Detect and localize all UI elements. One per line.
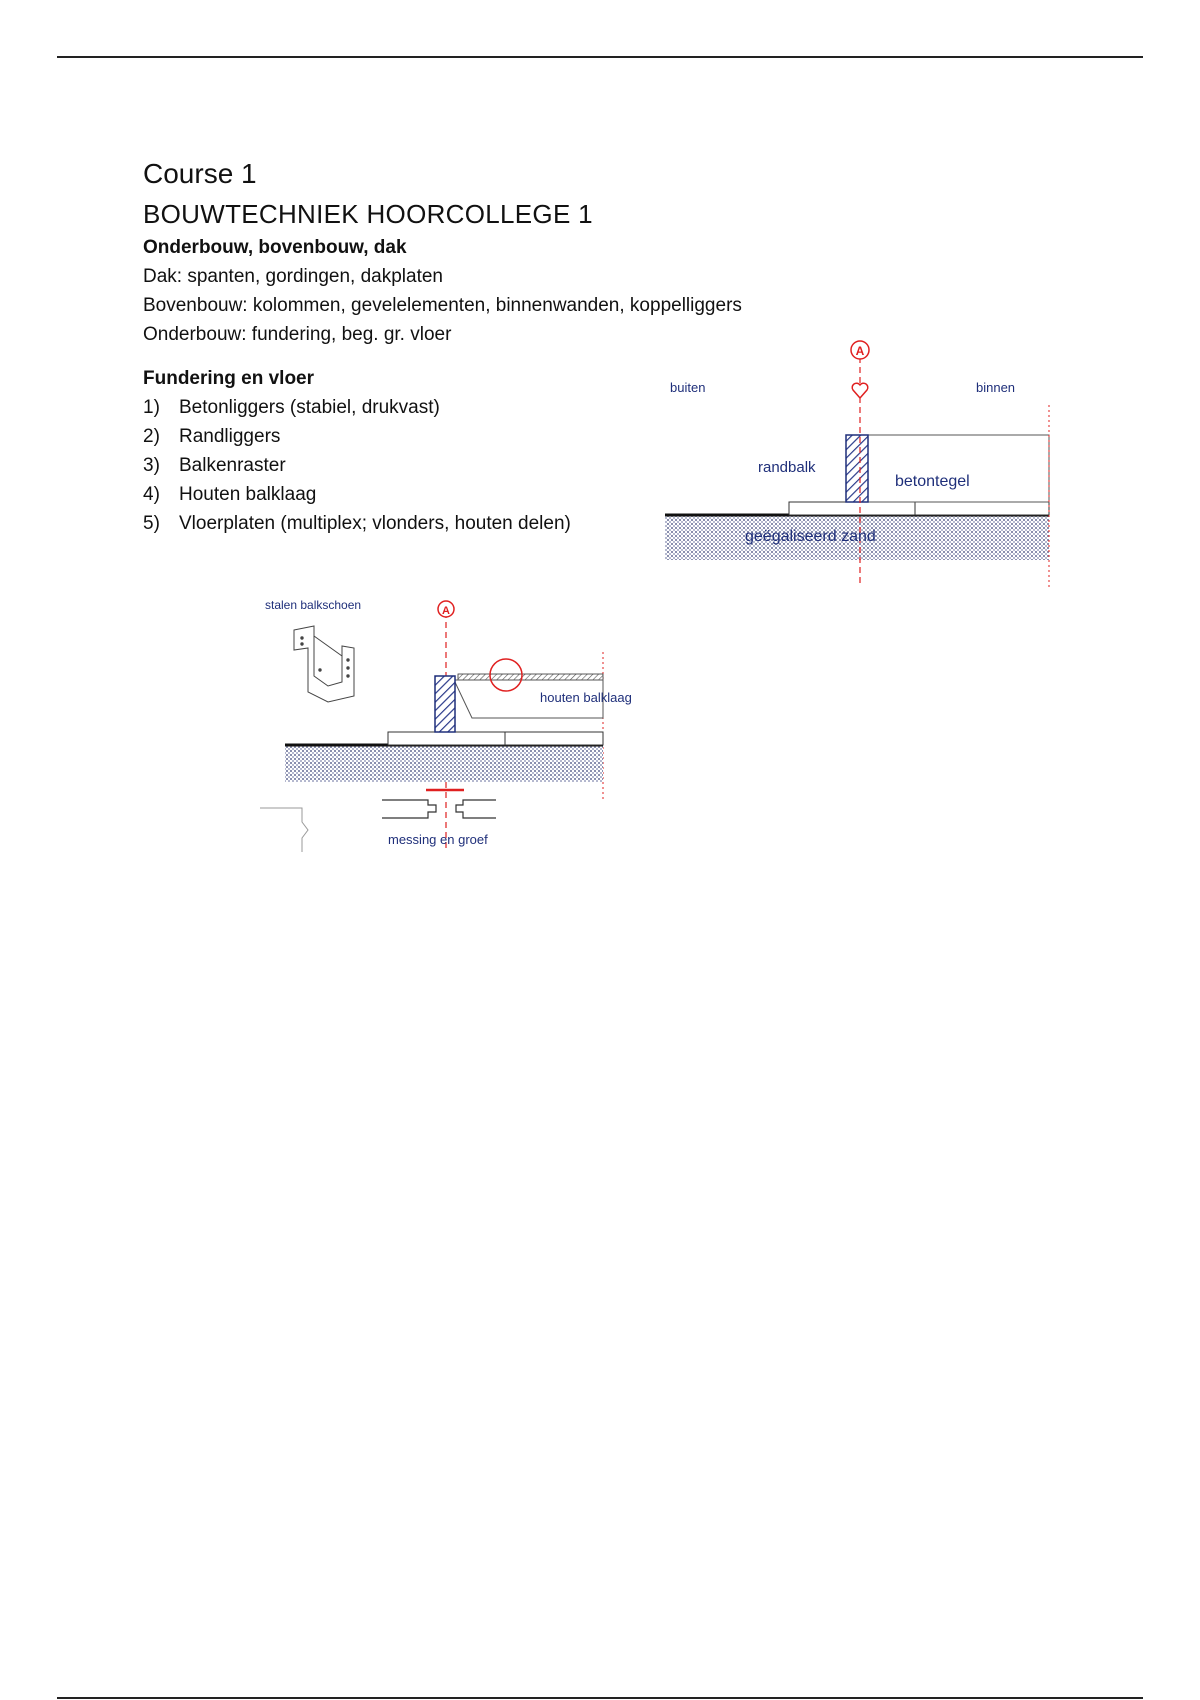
- edge-beam: [846, 435, 868, 502]
- partial-sketch: [260, 808, 308, 852]
- sand-bed: [285, 745, 603, 782]
- axis-marker-label: A: [442, 605, 450, 617]
- footer-rule: [57, 1697, 1143, 1699]
- line-substructure: Onderbouw: fundering, beg. gr. vloer: [143, 324, 452, 345]
- joist-detail-svg: [258, 590, 643, 852]
- floor-plate: [458, 674, 603, 680]
- list-item-text: Betonliggers (stabiel, drukvast): [179, 397, 440, 418]
- inside-block: [868, 435, 1049, 502]
- list-item-number: 4): [143, 484, 160, 505]
- line-superstructure: Bovenbouw: kolommen, gevelelementen, binnenwanden, koppelliggers: [143, 295, 742, 316]
- list-item-number: 1): [143, 397, 160, 418]
- list-item-text: Vloerplaten (multiplex; vlonders, houten delen): [179, 513, 571, 534]
- foundation-section-diagram: [663, 335, 1055, 588]
- joist-hanger-icon: [294, 626, 354, 702]
- joists-label: houten balklaag: [540, 690, 632, 705]
- tongue-groove-icon: [382, 800, 496, 818]
- tile-strip: [789, 502, 1049, 515]
- list-item-text: Randliggers: [179, 426, 281, 447]
- list-item-number: 3): [143, 455, 160, 476]
- header-rule: [57, 56, 1143, 58]
- outside-label: buiten: [670, 380, 706, 395]
- section-heading-foundation: Fundering en vloer: [143, 368, 315, 389]
- tile-label: betontegel: [895, 473, 970, 490]
- edge-beam-label: randbalk: [758, 459, 816, 476]
- foundation-section-svg: [663, 335, 1055, 588]
- list-item-text: Houten balklaag: [179, 484, 317, 505]
- section-heading-construction: Onderbouw, bovenbouw, dak: [143, 237, 407, 258]
- line-roof: Dak: spanten, gordingen, dakplaten: [143, 266, 443, 287]
- joist-detail-diagram: [258, 590, 643, 852]
- document-title: BOUWTECHNIEK HOORCOLLEGE 1: [143, 199, 593, 229]
- edge-beam: [435, 676, 455, 732]
- axis-marker-label: A: [855, 344, 865, 358]
- sand-label: geëgaliseerd zand: [745, 528, 876, 545]
- inside-label: binnen: [976, 380, 1016, 395]
- hanger-label: stalen balkschoen: [265, 598, 362, 612]
- list-item-number: 5): [143, 513, 160, 534]
- list-item-number: 2): [143, 426, 160, 447]
- course-label: Course 1: [143, 158, 257, 189]
- heart-icon: [852, 383, 868, 398]
- list-item-text: Balkenraster: [179, 455, 286, 476]
- tile-strip: [388, 732, 603, 745]
- joint-label: messing en groef: [388, 832, 488, 847]
